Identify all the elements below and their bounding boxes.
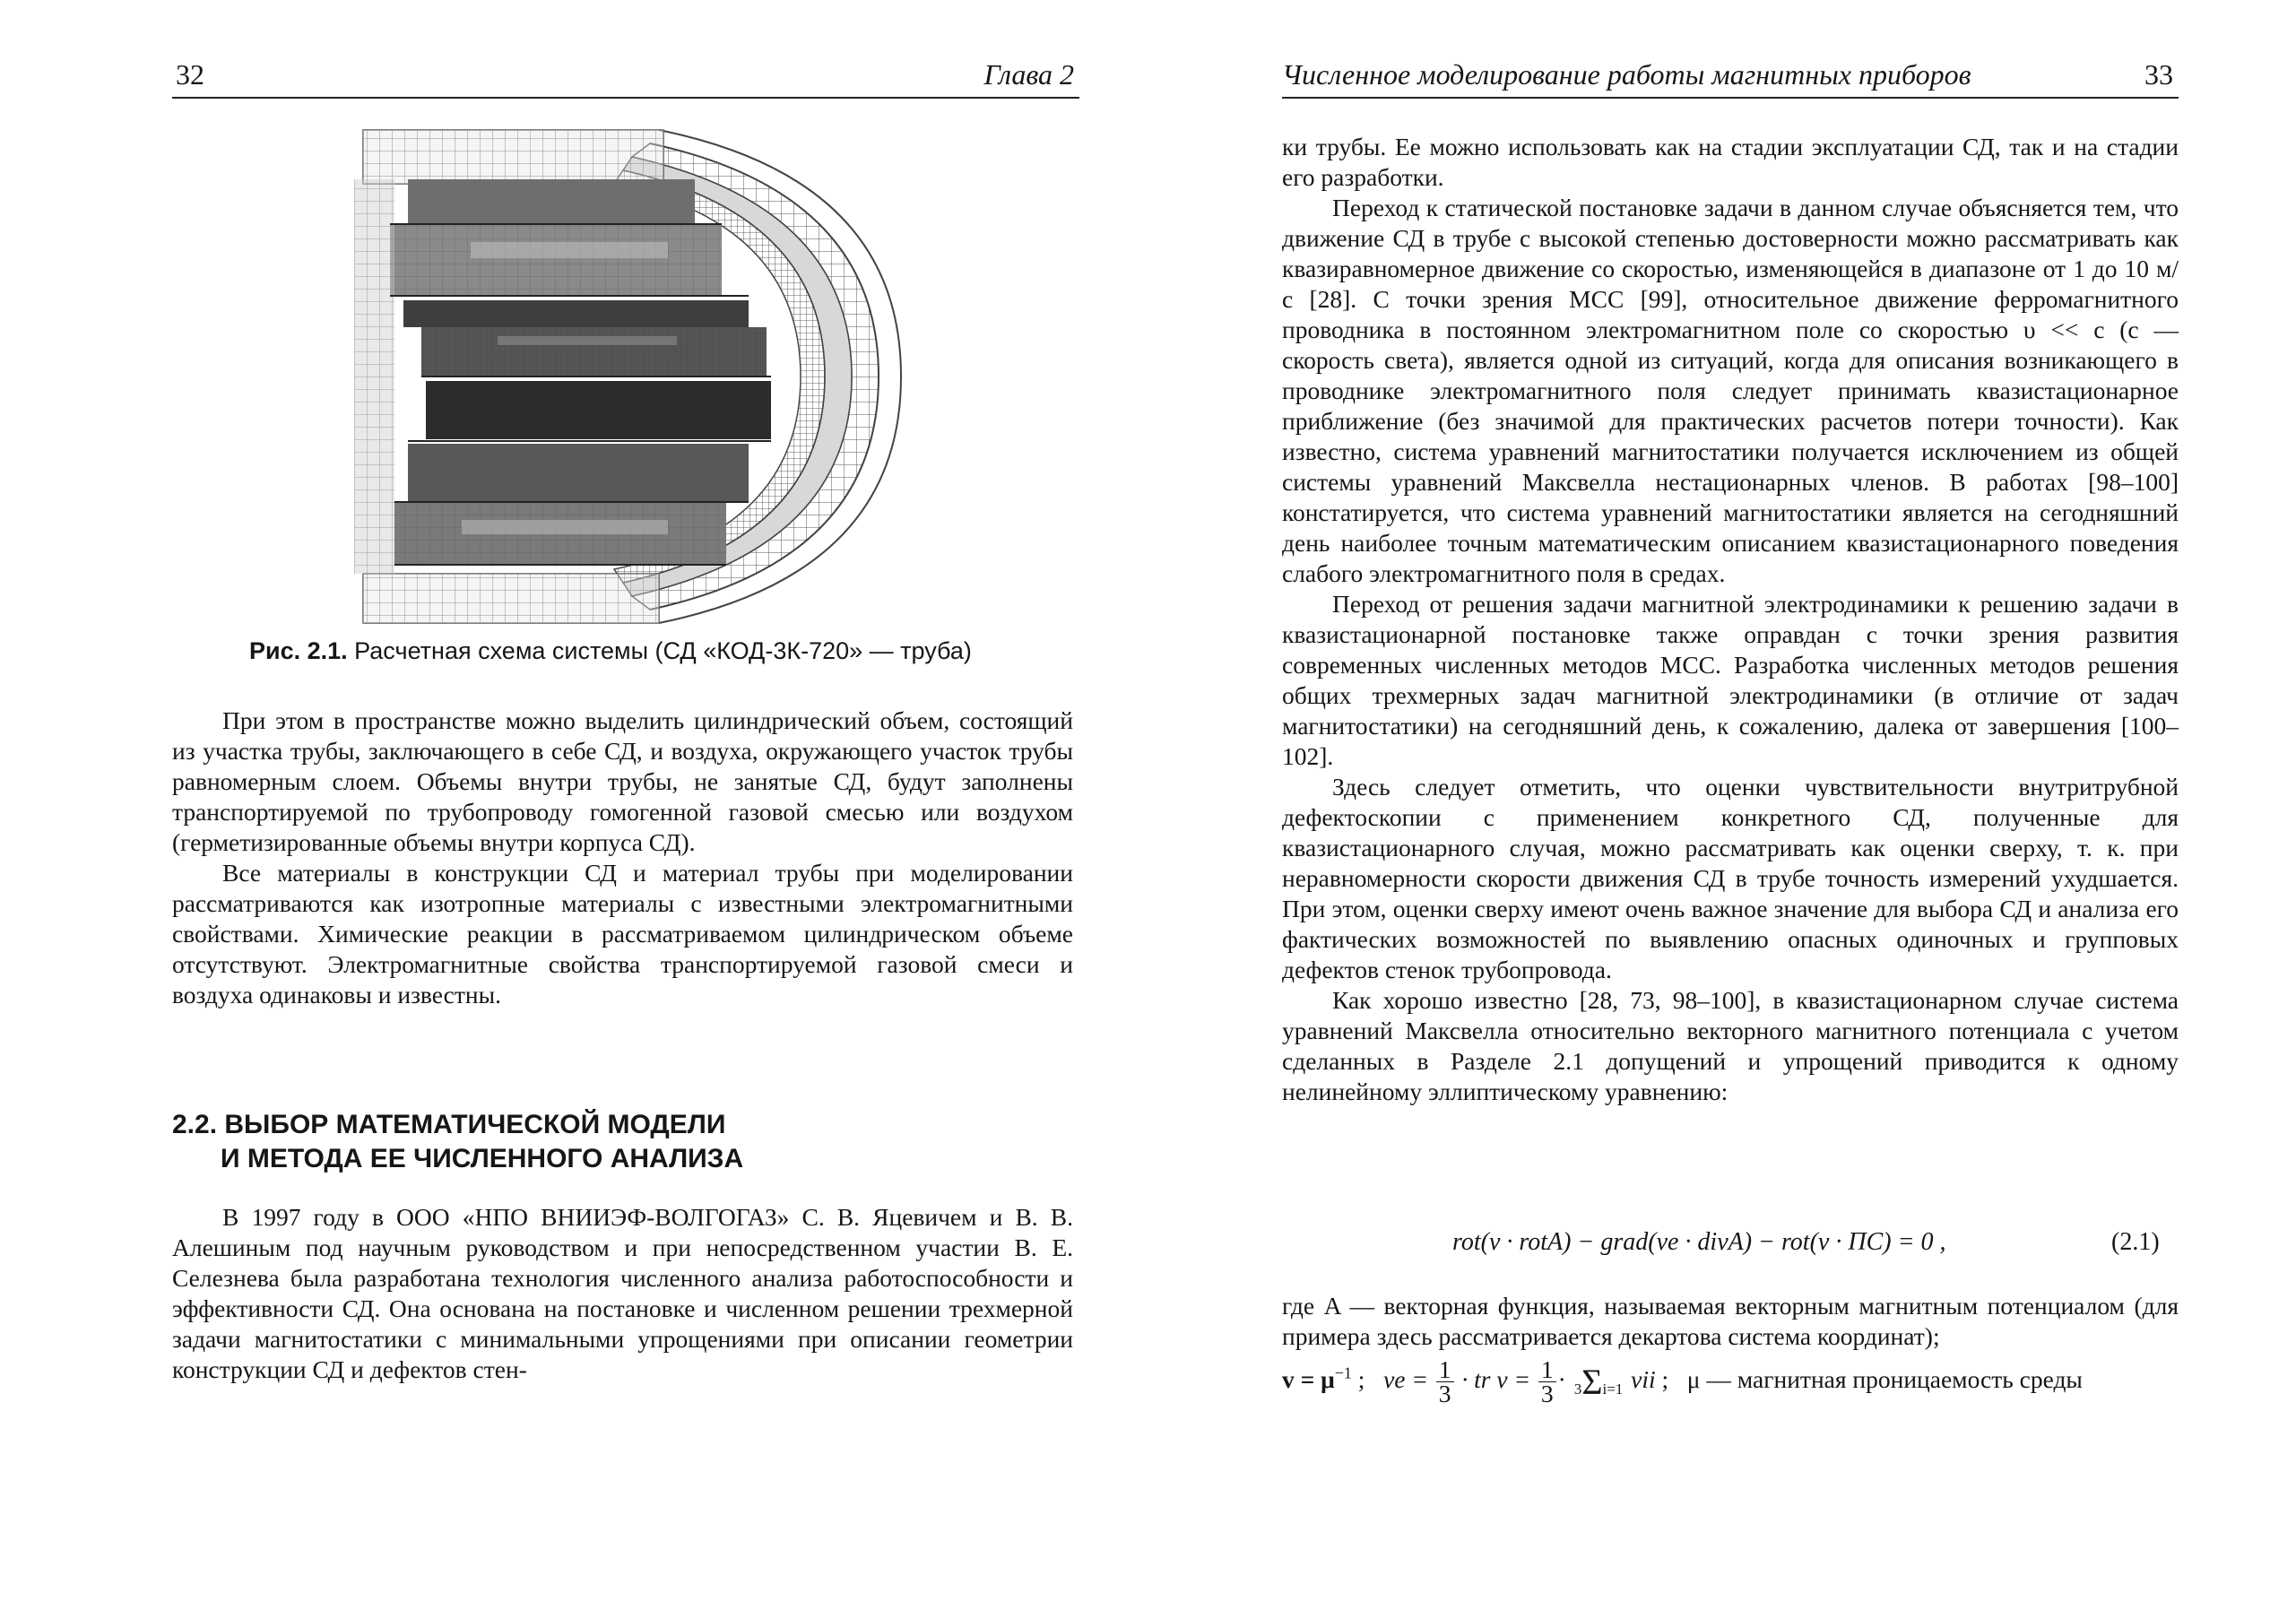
right-running-head [1282,56,2179,99]
after-equation-paragraph: где A — векторная функция, называемая векторным магнитным потенциалом (для примера здесь рассматривается декартова система координат); [1282,1292,2179,1350]
section-heading-line-2: И МЕТОДА ЕЕ ЧИСЛЕННОГО АНАЛИЗА [221,1144,744,1173]
right-paragraph-2: Переход к статической постановке задачи в данном случае объясняется тем, что движение СД в трубе с высокой степенью достоверности можно рассматривать как квазиравномерное движение со скоростью, изменяющейся в диапазоне от 1 до 10 м/с [28]. С точки зрения МСС [99], относительное движение ферромагнитного проводника в постоянном электромагнитном поле со скоростью υ << c (c — скорость света), является одной из ситуаций, когда для описания возникающего в проводнике электромагнитного поля следует принимать квазистационарное приближение (без значимой для практических расчетов потери точности). Как известно, система уравнений магнитостатики получается исключением из общей системы уравнений Максвелла нестационарных членов. В работах [98–100] констатируется, что система уравнений магнитостатики является на сегодняшний день наиболее точным математическим описанием квазистационарного поведения слабого электромагнитного поля в средах. [1282,194,2179,587]
v-exponent: −1 [1334,1363,1352,1382]
right-paragraph-4: Здесь следует отметить, что оценки чувствительности внутритрубной дефектоскопии с применением конкретного СД, полученные для квазистационарного случая, можно рассматривать как оценки сверху, т. к. при неравномерности скорости движения СД в трубе точность измерений ухудшается. При этом, оценки сверху имеют очень важное значение для выбора СД и анализа его фактических возможностей по выявлению опасных одиночных и групповых дефектов стенок трубопровода. [1282,773,2179,983]
left-page-number: 32 [176,58,204,91]
right-body-text [1282,132,2179,1107]
section-paragraph: В 1997 году в ООО «НПО ВНИИЭФ-ВОЛГОГАЗ» С. В. Яцевичем и В. В. Алешиным под научным руководством и при непосредственном участии В. Е. Селезнева была разработана технология численного анализа работоспособности и эффективности СД. Она основана на постановке и численном решении трехмерной задачи магнитостатики с минимальными упрощениями при описании геометрии конструкции СД и дефектов стен- [172,1203,1073,1383]
right-chapter-header: Численное моделирование работы магнитных приборов [1282,58,1971,91]
left-paragraph-1: При этом в пространстве можно выделить цилиндрический объем, состоящий из участка трубы, заключающего в себе СД, и воздуха, окружающего участок трубы равномерным слоем. Объемы внутри трубы, не занятые СД, будут заполнены транспортируемой по трубопроводу гомогенной газовой смесью или воздухом (герметизированные объемы внутри корпуса СД). [172,706,1073,856]
figure-caption-label: Рис. 2.1. [249,637,348,664]
definitions-formula: $v = \mu^{-1}$ ; ve = $\frac{1}{3}$ · tr v = $\frac{1}{3}$ · 3Σi=1 vii ; μ — магнитная проницаемость среды [1282,1355,2083,1407]
vii-term: vii [1631,1364,1656,1393]
left-chapter-header: Глава 2 [983,58,1074,91]
right-paragraph-3: Переход от решения задачи магнитной электродинамики к решению задачи в квазистационарной постановке также оправдан с точки зрения развития современных численных методов МСС. Разработка численных методов решения общих трехмерных задач магнитной электродинамики (в отличие от задач магнитостатики) на сегодняшний день, к сожалению, далека от завершения [100–102]. [1282,590,2179,770]
figure-caption [249,637,972,665]
section-heading-line-1: 2.2. ВЫБОР МАТЕМАТИЧЕСКОЙ МОДЕЛИ [172,1110,726,1139]
equation-number: (2.1) [2111,1228,2160,1256]
left-body-text [172,705,1073,1010]
section-body-text [172,1202,1073,1385]
figure-caption-text: Расчетная схема системы (СД «КОД-3К-720» — труба) [347,637,972,664]
equation-2-1: rot(v · rotA) − grad(ve · divA) − rot(v · ΠC) = 0 , [1452,1228,1946,1256]
left-paragraph-2: Все материалы в конструкции СД и материал трубы при моделировании рассматриваются как изотропные материалы с известными электромагнитными свойствами. Химические реакции в рассматриваемом цилиндрическом объеме отсутствуют. Электромагнитные свойства транспортируемой газовой смеси и воздуха одинаковы и известны. [172,859,1073,1008]
v-definition: v = μ [1282,1364,1335,1393]
trace-term: · tr v = [1461,1364,1531,1393]
mu-description: μ — магнитная проницаемость среды [1686,1364,2083,1393]
ve-lhs: ve = [1383,1364,1428,1393]
one-third-fraction-2: $\frac{1}{3}$ [1538,1358,1556,1406]
right-paragraph-5: Как хорошо известно [28, 73, 98–100], в квазистационарном случае система уравнений Максвелла относительно векторного магнитного потенциала с учетом сделанных в Разделе 2.1 допущений и упрощений приводится к одному нелинейному эллиптическому уравнению: [1282,986,2179,1105]
section-heading [172,1108,1073,1176]
after-equation-text [1282,1291,2179,1352]
right-page-number: 33 [2144,58,2173,91]
left-running-head [172,56,1079,99]
right-paragraph-1: ки трубы. Ее можно использовать как на стадии эксплуатации СД, так и на стадии его разработки. [1282,133,2179,191]
summation: 3Σi=1 [1573,1361,1624,1402]
right-page [1148,0,2296,1610]
cylinder-mesh-figure [354,126,914,628]
one-third-fraction: $\frac{1}{3}$ [1436,1358,1454,1406]
